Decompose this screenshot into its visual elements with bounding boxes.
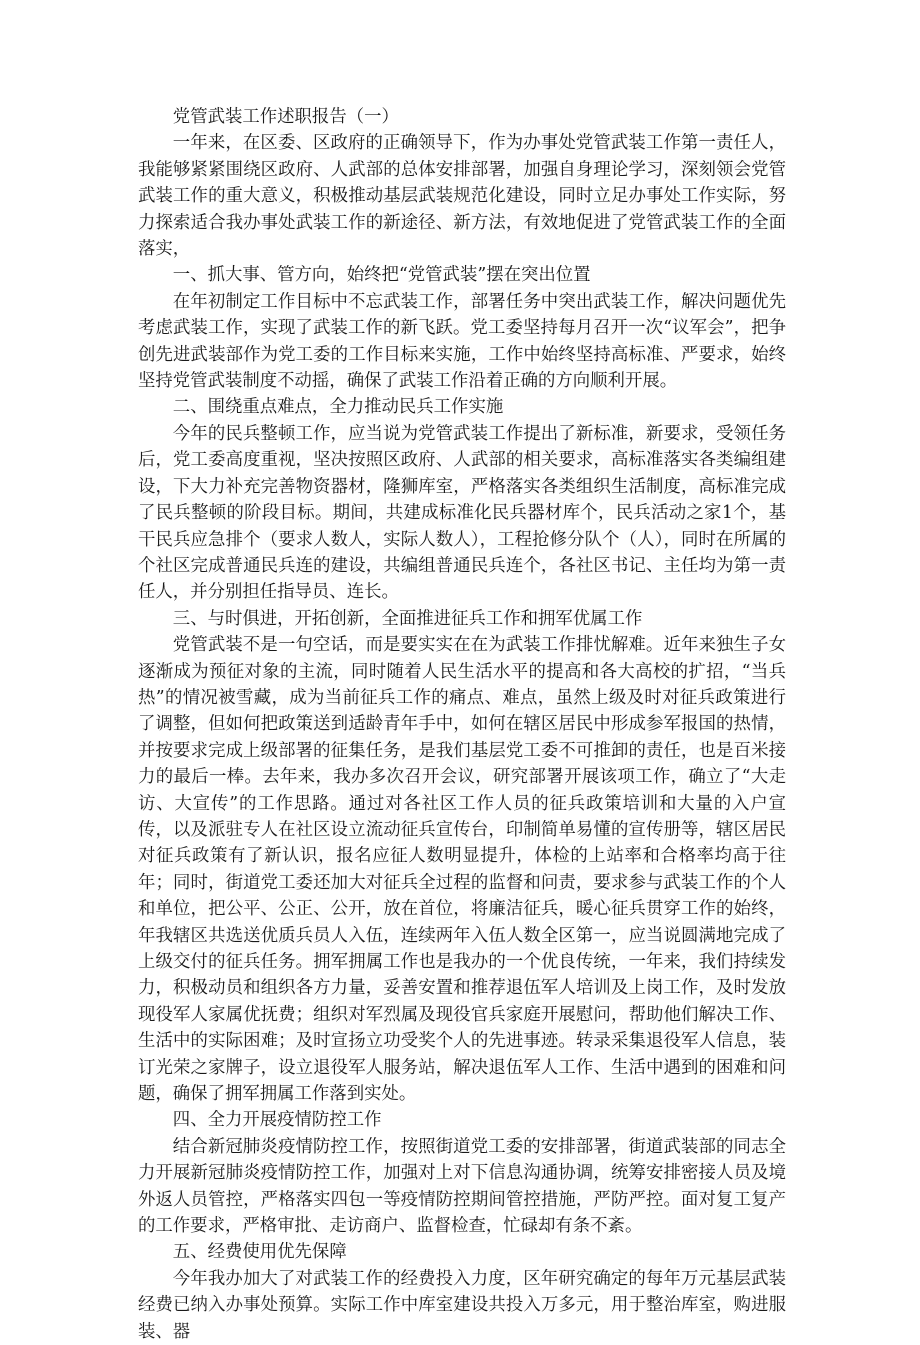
- section-4-heading: 四、全力开展疫情防控工作: [172, 1110, 382, 1131]
- section-4-paragraph: 结合新冠肺炎疫情防控工作，按照街道党工委的安排部署，街道武装部的同志全力开展新冠肺炎疫情防控工作，加强对上对下信息沟通协调，统筹安排密接人员及境外返人员管控，严格落实四包一等疫情防控期间管控措施，严防严控。面对复工复产的工作要求，严格审批、走访商户、监督检查，忙碌却有条不紊。: [138, 1136, 786, 1237]
- section-5-heading: 五、经费使用优先保障: [172, 1242, 347, 1263]
- section-3-heading: 三、与时俱进，开拓创新，全面推进征兵工作和拥军优属工作: [172, 608, 643, 629]
- intro-paragraph: 一年来，在区委、区政府的正确领导下，作为办事处党管武装工作第一责任人，我能够紧紧围绕区政府、人武部的总体安排部署，加强自身理论学习，深刻领会党管武装工作的重大意义，积极推动基层武装规范化建设，同时立足办事处工作实际，努力探索适合我办事处武装工作的新途径、新方法，有效地促进了党管武装工作的全面落实，: [138, 133, 786, 260]
- section-2-paragraph: 今年的民兵整顿工作，应当说为党管武装工作提出了新标准，新要求，受领任务后，党工委高度重视，坚决按照区政府、人武部的相关要求，高标准落实各类编组建设，下大力补充完善物资器材，隆狮库室，严格落实各类组织生活制度，高标准完成了民兵整顿的阶段目标。期间，共建成标准化民兵器材库个，民兵活动之家1个，基干民兵应急排个（要求人数人，实际人数人），工程抢修分队个（人），同时在所属的个社区完成普通民兵连的建设，共编组普通民兵连个，各社区书记、主任均为第一责任人，并分别担任指导员、连长。: [138, 423, 786, 603]
- section-1-heading: 一、抓大事、管方向，始终把“党管武装”摆在突出位置: [172, 265, 591, 286]
- section-3-paragraph: 党管武装不是一句空话，而是要实实在在为武装工作排忧解难。近年来独生子女逐渐成为预征对象的主流，同时随着人民生活水平的提高和各大高校的扩招，“当兵热”的情况被雪藏，成为当前征兵工作的痛点、难点，虽然上级及时对征兵政策进行了调整，但如何把政策送到适龄青年手中，如何在辖区居民中形成参军报国的热情，并按要求完成上级部署的征集任务，是我们基层党工委不可推卸的责任，也是百米接力的最后一棒。去年来，我办多次召开会议，研究部署开展该项工作，确立了“大走访、大宣传”的工作思路。通过对各社区工作人员的征兵政策培训和大量的入户宣传，以及派驻专人在社区设立流动征兵宣传台，印制简单易懂的宣传册等，辖区居民对征兵政策有了新认识，报名应征人数明显提升，体检的上站率和合格率均高于往年；同时，街道党工委还加大对征兵全过程的监督和问责，要求参与武装工作的个人和单位，把公平、公正、公开，放在首位，将廉洁征兵，暖心征兵贯穿工作的始终，年我辖区共选送优质兵员人入伍，连续两年入伍人数全区第一，应当说圆满地完成了上级交付的征兵任务。拥军拥属工作也是我办的一个优良传统，一年来，我们持续发力，积极动员和组织各方力量，妥善安置和推荐退伍军人培训及上岗工作，及时发放现役军人家属优抚费；组织对军烈属及现役官兵家庭开展慰问，帮助他们解决工作、生活中的实际困难；及时宣扬立功受奖个人的先进事迹。转录采集退役军人信息，装订光荣之家牌子，设立退役军人服务站，解决退伍军人工作、生活中遇到的困难和问题，确保了拥军拥属工作落到实处。: [138, 635, 786, 1105]
- section-2-heading: 二、围绕重点难点，全力推动民兵工作实施: [172, 397, 504, 418]
- section-5-paragraph: 今年我办加大了对武装工作的经费投入力度，区年研究确定的每年万元基层武装经费已纳入办事处预算。实际工作中库室建设共投入万多元，用于整治库室，购进服装、器: [138, 1268, 786, 1342]
- document-page: [138, 104, 786, 1345]
- section-1-paragraph: 在年初制定工作目标中不忘武装工作，部署任务中突出武装工作，解决问题优先考虑武装工作，实现了武装工作的新飞跃。党工委坚持每月召开一次“议军会”，把争创先进武装部作为党工委的工作目标来实施，工作中始终坚持高标准、严要求，始终坚持党管武装制度不动摇，确保了武装工作沿着正确的方向顺利开展。: [138, 291, 786, 392]
- document-title: 党管武装工作述职报告（一）: [172, 107, 399, 127]
